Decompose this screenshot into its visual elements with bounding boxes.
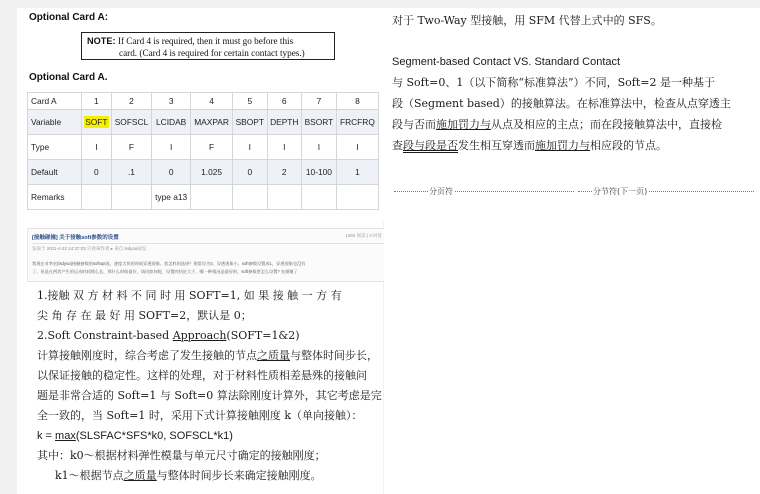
table-cell: I bbox=[152, 135, 191, 160]
table-row bbox=[28, 185, 379, 210]
table-cell: 0 bbox=[82, 160, 112, 185]
table-cell: 1.025 bbox=[191, 160, 233, 185]
card-heading-1: Optional Card A: bbox=[29, 12, 109, 23]
table-cell: SBOPT bbox=[233, 110, 267, 135]
underlined-term: Approach bbox=[172, 329, 227, 342]
table-cell: I bbox=[82, 135, 112, 160]
table-cell: SOFSCL bbox=[111, 110, 151, 135]
formula-line bbox=[37, 426, 393, 446]
table-cell bbox=[233, 185, 267, 210]
paragraph-4: 其中：k0～根据材料弹性模量与单元尺寸确定的接触刚度； bbox=[37, 449, 326, 462]
table-header-cell: Card A bbox=[28, 93, 82, 110]
body-text: 与整体时间步长来确定接触刚度。 bbox=[156, 469, 322, 482]
heading-text: 2.Soft Constraint-based bbox=[37, 329, 173, 342]
table-header-cell: 6 bbox=[267, 93, 301, 110]
table-row bbox=[28, 135, 379, 160]
table-cell: 2 bbox=[267, 160, 301, 185]
table-cell: I bbox=[267, 135, 301, 160]
row-label: Variable bbox=[28, 110, 82, 135]
paragraph-3-line-2: 以保证接触的稳定性。这样的处理，对于材料性质相差悬殊的接触问 bbox=[37, 369, 367, 382]
paragraph-1-line-2: 尖 角 存 在 最 好 用 SOFT=2，默认是 0； bbox=[37, 309, 252, 322]
table-cell: 0 bbox=[233, 160, 267, 185]
underlined-term: 之质量 bbox=[257, 349, 290, 362]
table-cell: I bbox=[336, 135, 378, 160]
card-heading-2: Optional Card A. bbox=[29, 72, 108, 83]
card-table bbox=[27, 92, 379, 210]
forum-post-body-line: 了。但是在两者产生的运动时间那么长，那什么时候最好，请问如何呢，设置的结论大于，哪一种情况是最好的，soft参数要怎么设置? 先谢谢了 bbox=[32, 269, 298, 274]
forum-divider bbox=[32, 243, 384, 244]
table-cell: BSORT bbox=[302, 110, 337, 135]
table-cell bbox=[111, 185, 151, 210]
table-header-cell: 5 bbox=[233, 93, 267, 110]
page-break-line bbox=[394, 191, 574, 193]
paragraph-3-line-1 bbox=[37, 346, 393, 366]
body-text: k1～根据节点 bbox=[55, 469, 124, 482]
table-cell: 1 bbox=[336, 160, 378, 185]
table-cell bbox=[302, 185, 337, 210]
table-header-cell: 7 bbox=[302, 93, 337, 110]
table-row bbox=[28, 110, 379, 135]
right-column bbox=[384, 8, 760, 494]
table-cell: F bbox=[191, 135, 233, 160]
table-cell: 10-100 bbox=[302, 160, 337, 185]
table-cell: FRCFRQ bbox=[336, 110, 378, 135]
paragraph-3-line-4: 全一致的，当 Soft=1 时，采用下式计算接触刚度 k（单向接触）： bbox=[37, 409, 363, 422]
underlined-term: max bbox=[55, 430, 76, 442]
underlined-term: 段与段是否 bbox=[403, 139, 458, 152]
paragraph-5 bbox=[55, 466, 411, 486]
right-paragraph-2-line-2: 段（Segment based）的接触算法。在标准算法中，检查从点穿透主 bbox=[392, 97, 731, 110]
note-line-2: card. (Card 4 is required for certain contact types.) bbox=[119, 48, 305, 58]
section-break-label: 分节符(下一页) bbox=[593, 187, 648, 196]
right-paragraph-2-line-1: 与 Soft=0、1（以下简称“标准算法”）不同，Soft=2 是一种基于 bbox=[392, 76, 715, 89]
left-column bbox=[17, 8, 383, 494]
underlined-term: 之质量 bbox=[123, 469, 157, 482]
table-cell: LCIDAB bbox=[152, 110, 191, 135]
paragraph-1-line-1: 1.接触 双 方 材 料 不 同 时 用 SOFT=1, 如 果 接 触 一 方 有 bbox=[37, 289, 342, 302]
forum-post-body-line: 我现在对李宏(lsdyna)接触参数的softopt选，速度太快的时候穿透现象。您怎样的选择？照常设为0，穿透现象小。soft参数设置成1，穿透现象也没有 bbox=[32, 261, 306, 266]
body-text: 与整体时间步长， bbox=[290, 349, 378, 362]
table-header-cell: 4 bbox=[191, 93, 233, 110]
right-paragraph-2-line-4 bbox=[392, 135, 667, 156]
paragraph-2-heading bbox=[37, 326, 393, 346]
table-cell: .1 bbox=[111, 160, 151, 185]
table-cell bbox=[82, 110, 112, 135]
table-cell: type a13 bbox=[152, 185, 191, 210]
underlined-term: 施加罚力与 bbox=[535, 139, 590, 152]
body-text: 段与否而 bbox=[392, 118, 436, 131]
heading-text: (SOFT=1&2) bbox=[226, 329, 300, 342]
table-cell: MAXPAR bbox=[191, 110, 233, 135]
table-header-cell: 1 bbox=[82, 93, 112, 110]
right-paragraph-1: 对于 Two-Way 型接触，用 SFM 代替上式中的 SFS。 bbox=[392, 14, 662, 27]
body-text: 计算接触刚度时，综合考虑了发生接触的节点 bbox=[37, 349, 257, 362]
body-text: 从点及相应的主点；而在段接触算法中，直接检 bbox=[491, 118, 722, 131]
table-header-row bbox=[28, 93, 379, 110]
forum-post-meta: 发表于 2011-4-22 14:37:03 只看该作者 ▸ 来自 lsdyna论坛 bbox=[32, 246, 147, 251]
body-text: 相应段的节点。 bbox=[590, 139, 667, 152]
table-header-cell: 8 bbox=[336, 93, 378, 110]
highlighted-variable: SOFT bbox=[85, 117, 108, 127]
table-cell bbox=[191, 185, 233, 210]
formula-text: k = bbox=[37, 430, 56, 442]
table-header-cell: 3 bbox=[152, 93, 191, 110]
note-box bbox=[81, 32, 335, 60]
table-cell: I bbox=[302, 135, 337, 160]
table-cell: F bbox=[111, 135, 151, 160]
body-text: 发生相互穿透而 bbox=[458, 139, 535, 152]
right-paragraph-2-line-3 bbox=[392, 114, 722, 135]
formula-text: (SLSFAC*SFS*k0, SOFSCL*k1) bbox=[75, 430, 233, 442]
body-text: 查 bbox=[392, 139, 403, 152]
forum-post-image bbox=[27, 228, 389, 282]
table-cell: I bbox=[233, 135, 267, 160]
table-cell bbox=[82, 185, 112, 210]
note-label: NOTE: bbox=[87, 36, 116, 46]
row-label: Default bbox=[28, 160, 82, 185]
underlined-term: 施加罚力与 bbox=[436, 118, 491, 131]
forum-post-stats: 1960 阅读 | 3 回复 bbox=[345, 233, 382, 238]
paragraph-3-line-3: 题是非常合适的 Soft=1 与 Soft=0 算法除刚度计算外，其它考虑是完 bbox=[37, 389, 382, 402]
table-row bbox=[28, 160, 379, 185]
note-line-1: If Card 4 is required, then it must go before this bbox=[117, 36, 294, 46]
table-cell bbox=[336, 185, 378, 210]
page-break-label: 分页符 bbox=[429, 187, 453, 196]
table-header-cell: 2 bbox=[111, 93, 151, 110]
forum-post-title: [接触碰撞] 关于接触soft参数的设置 bbox=[32, 235, 119, 241]
table-cell: 0 bbox=[152, 160, 191, 185]
row-label: Remarks bbox=[28, 185, 82, 210]
table-cell: DEPTH bbox=[267, 110, 301, 135]
row-label: Type bbox=[28, 135, 82, 160]
manual-card-image bbox=[27, 8, 389, 222]
section-heading: Segment-based Contact VS. Standard Contact bbox=[392, 56, 621, 68]
table-cell bbox=[267, 185, 301, 210]
